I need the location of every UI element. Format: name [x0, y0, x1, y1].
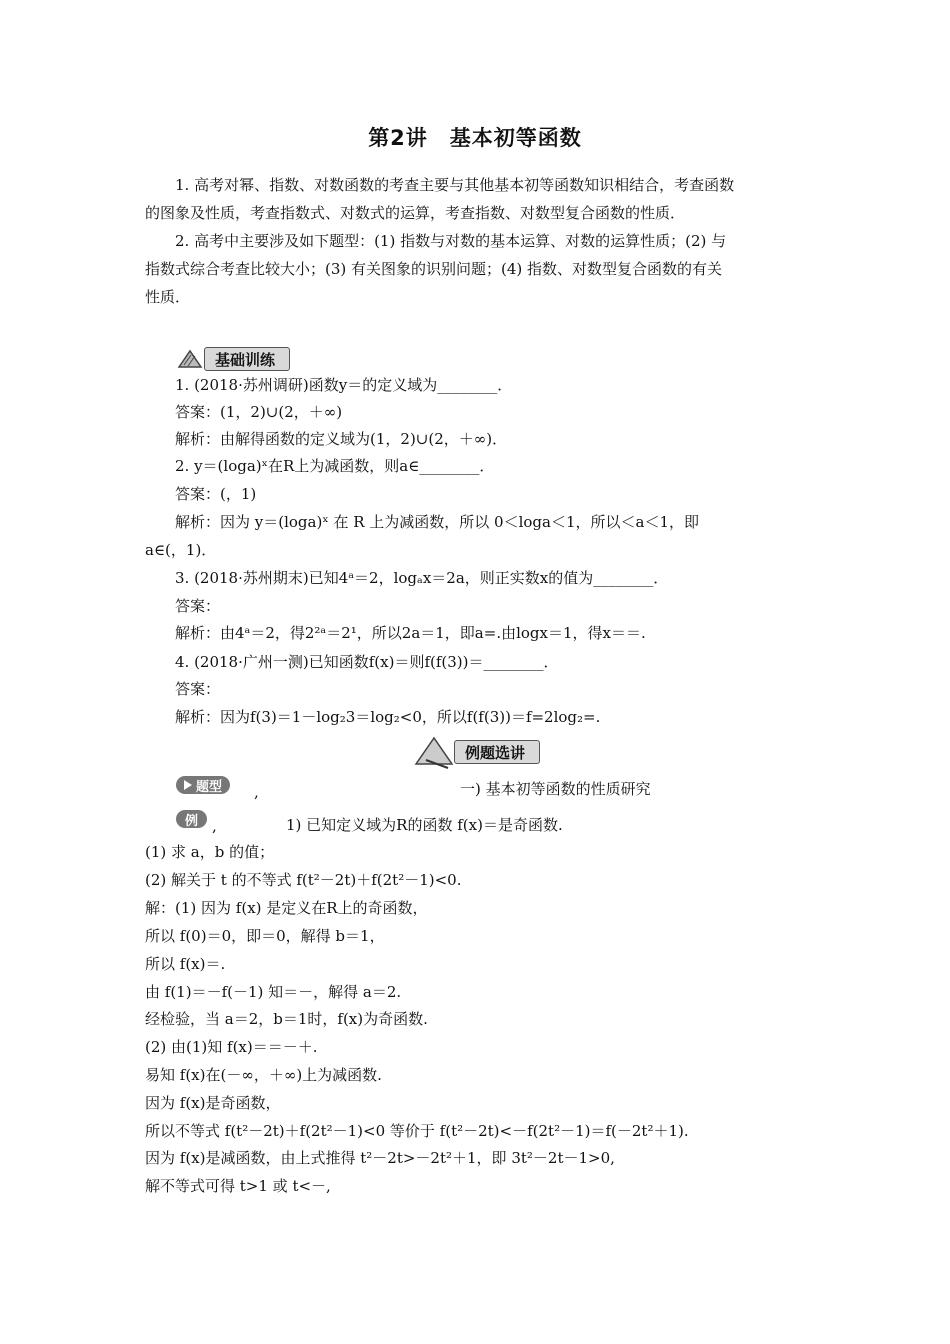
- intro-line: 指数式综合考查比较大小；(3) 有关图象的识别问题；(4) 指数、对数型复合函数的有关: [145, 260, 723, 278]
- book-icon: [176, 345, 204, 373]
- punctuation: ,: [254, 783, 259, 801]
- section-banner-basic: [176, 345, 290, 373]
- solution-line: 因为 f(x)是奇函数，: [145, 1094, 281, 1112]
- analysis-line: 解析：因为f(3)＝1－log₂3＝log₂<0，所以f(f(3))＝f=2log₂=.: [175, 708, 601, 726]
- solution-line: 所以 f(0)＝0，即＝0，解得 b＝1，: [145, 927, 385, 945]
- answer-line: 答案：: [175, 680, 221, 698]
- solution-line: 解：(1) 因为 f(x) 是定义在R上的奇函数，: [145, 899, 428, 917]
- pen-icon: [414, 734, 454, 770]
- solution-line: 所以 f(x)＝.: [145, 955, 226, 973]
- topic-heading: 一) 基本初等函数的性质研究: [460, 780, 651, 798]
- solution-line: 所以不等式 f(t²－2t)＋f(2t²－1)<0 等价于 f(t²－2t)<－f(2t²－1)＝f(－2t²＋1).: [145, 1122, 689, 1140]
- exercise-line: 2. y＝(loga)ˣ在R上为减函数，则a∈________．: [175, 457, 495, 475]
- tag-label: 题型: [196, 779, 223, 795]
- analysis-line: 解析：由解得函数的定义域为(1，2)∪(2，＋∞)．: [175, 430, 508, 448]
- solution-line: 由 f(1)＝－f(－1) 知＝－，解得 a＝2.: [145, 983, 402, 1001]
- answer-line: 答案：: [175, 597, 221, 615]
- solution-line: 经检验，当 a＝2，b＝1时，f(x)为奇函数.: [145, 1010, 428, 1028]
- section-banner-examples: [414, 734, 540, 770]
- solution-line: (2) 由(1)知 f(x)＝＝－＋.: [145, 1038, 318, 1056]
- example-tag: [176, 810, 207, 828]
- answer-line: 答案：(1，2)∪(2，＋∞): [175, 403, 343, 421]
- play-icon: [184, 780, 192, 790]
- exercise-line: 1. (2018·苏州调研)函数y＝的定义域为________．: [175, 376, 513, 394]
- solution-line: (1) 求 a，b 的值；: [145, 843, 275, 861]
- solution-line: 因为 f(x)是减函数，由上式推得 t²－2t>－2t²＋1，即 3t²－2t－1>0,: [145, 1149, 615, 1167]
- intro-line: 2. 高考中主要涉及如下题型：(1) 指数与对数的基本运算、对数的运算性质；(2) 与: [175, 232, 727, 250]
- page-title: 第2讲 基本初等函数: [368, 126, 582, 150]
- solution-line: 解不等式可得 t>1 或 t<－,: [145, 1177, 331, 1195]
- analysis-line: a∈(，1)．: [145, 541, 217, 559]
- intro-line: 1. 高考对幂、指数、对数函数的考查主要与其他基本初等函数知识相结合，考查函数: [175, 176, 735, 194]
- example-statement: 1) 已知定义域为R的函数 f(x)＝是奇函数.: [286, 816, 563, 834]
- punctuation: ,: [212, 817, 217, 835]
- intro-line: 性质．: [145, 288, 191, 306]
- question-type-tag: [176, 776, 230, 794]
- exercise-line: 4. (2018·广州一测)已知函数f(x)＝则f(f(3))＝________．: [175, 653, 559, 671]
- answer-line: 答案：(，1): [175, 485, 257, 503]
- tag-label: 例: [185, 813, 199, 829]
- section-title: 例题选讲: [454, 740, 540, 764]
- exercise-line: 3. (2018·苏州期末)已知4ᵃ＝2，logₐx＝2a，则正实数x的值为________．: [175, 569, 669, 587]
- analysis-line: 解析：由4ᵃ＝2，得2²ᵃ＝2¹，所以2a＝1，即a=.由logx＝1，得x＝＝.: [175, 624, 646, 642]
- solution-line: (2) 解关于 t 的不等式 f(t²－2t)＋f(2t²－1)<0.: [145, 871, 462, 889]
- analysis-line: 解析：因为 y＝(loga)ˣ 在 R 上为减函数，所以 0＜loga＜1，所以＜a＜1，即: [175, 513, 699, 531]
- section-title: 基础训练: [204, 347, 290, 371]
- intro-line: 的图象及性质，考查指数式、对数式的运算，考查指数、对数型复合函数的性质．: [145, 204, 686, 222]
- solution-line: 易知 f(x)在(－∞，＋∞)上为减函数.: [145, 1066, 382, 1084]
